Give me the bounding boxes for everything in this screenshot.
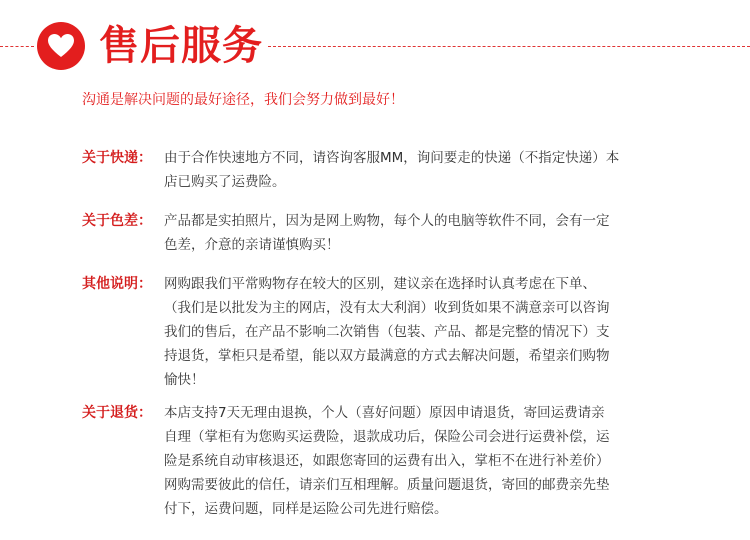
heart-badge: [37, 22, 85, 70]
section-line: 网购跟我们平常购物存在较大的区别，建议亲在选择时认真考虑在下单、: [164, 276, 596, 292]
section-line: 本店支持7天无理由退换，个人（喜好问题）原因申请退货，寄回运费请亲: [164, 405, 605, 421]
page-title: 售后服务: [99, 23, 263, 69]
section-line: 付下，运费问题，同样是运险公司先进行赔偿。: [164, 501, 448, 517]
section-body: [164, 209, 750, 257]
section-line: 店已购买了运费险。: [164, 174, 286, 190]
section-line: 色差，介意的亲请谨慎购买！: [164, 237, 340, 253]
header-divider-left: [0, 46, 34, 47]
section-body: [164, 401, 750, 521]
header-divider-right: [268, 46, 750, 47]
section-line: （我们是以批发为主的网店，没有太大利润）收到货如果不满意亲可以咨询: [164, 300, 610, 316]
section-line: 愉快！: [164, 372, 205, 388]
section-line: 自理（掌柜有为您购买运费险，退款成功后，保险公司会进行运费补偿，运: [164, 429, 610, 445]
section-line: 网购需要彼此的信任，请亲们互相理解。质量问题退货，寄回的邮费亲先垫: [164, 477, 610, 493]
section-line: 我们的售后，在产品不影响二次销售（包装、产品、都是完整的情况下）支: [164, 324, 610, 340]
section-line: 产品都是实拍照片，因为是网上购物，每个人的电脑等软件不同，会有一定: [164, 213, 610, 229]
tagline: 沟通是解决问题的最好途径，我们会努力做到最好！: [82, 92, 404, 108]
heart-icon: [47, 33, 75, 59]
section-body: [164, 272, 750, 392]
section-label: 其他说明：: [82, 276, 152, 292]
section-line: 由于合作快速地方不同，请咨询客服MM，询问要走的快递（不指定快递）本: [164, 150, 620, 166]
section-label: 关于退货：: [82, 405, 152, 421]
section-line: 险是系统自动审核退还，如跟您寄回的运费有出入，掌柜不在进行补差价）: [164, 453, 610, 469]
section-line: 持退货，掌柜只是希望，能以双方最满意的方式去解决问题，希望亲们购物: [164, 348, 610, 364]
section-label: 关于快递：: [82, 150, 152, 166]
section-body: [164, 146, 750, 194]
section-label: 关于色差：: [82, 213, 152, 229]
